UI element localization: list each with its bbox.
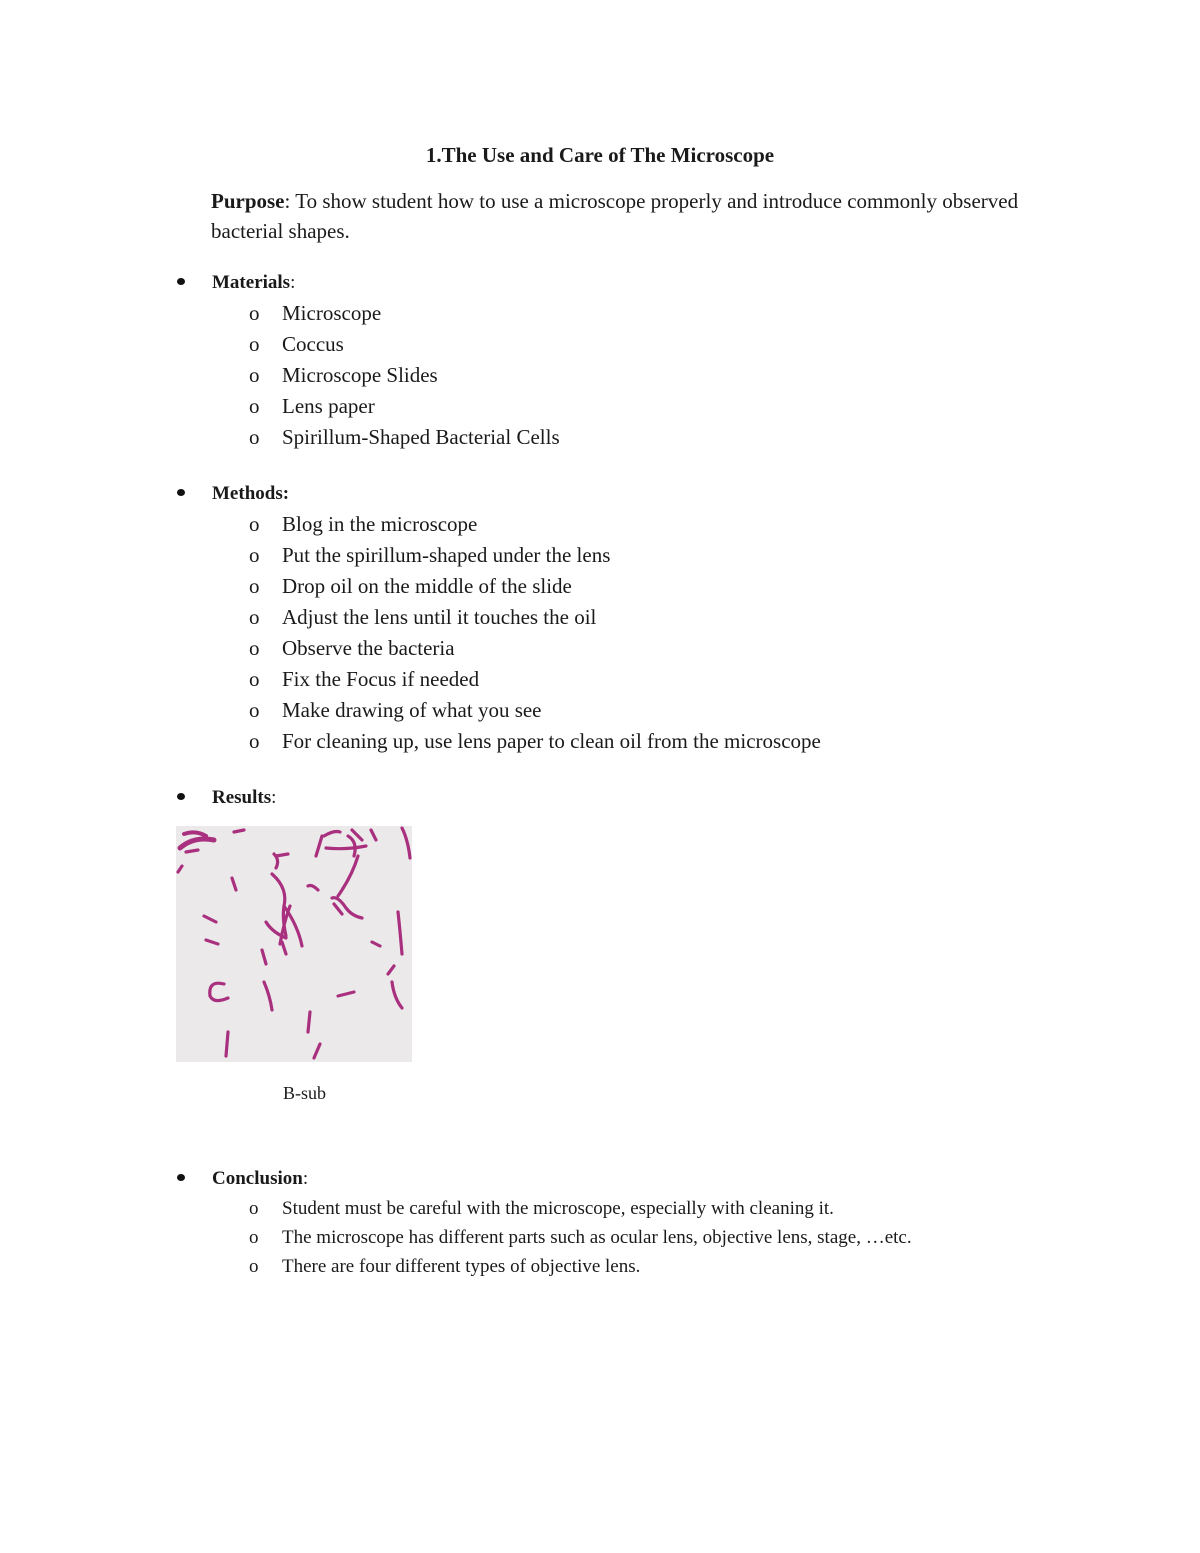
bullet-icon: [177, 1174, 185, 1181]
circle-bullet-icon: o: [249, 363, 260, 387]
purpose-paragraph: [211, 186, 1041, 246]
list-item: o Blog in the microscope: [175, 509, 1075, 540]
conclusion-label: Conclusion: [212, 1168, 303, 1189]
list-item: o Observe the bacteria: [175, 633, 1075, 664]
list-item: o Make drawing of what you see: [175, 695, 1075, 726]
methods-heading: [175, 479, 1075, 509]
circle-bullet-icon: o: [249, 1256, 259, 1277]
list-item: o For cleaning up, use lens paper to clean oil from the microscope: [175, 726, 1075, 757]
results-section: [175, 783, 1075, 813]
methods-section: [175, 479, 1075, 757]
conclusion-section: [175, 1164, 1075, 1281]
list-item: o Lens paper: [175, 391, 1075, 422]
list-item: o There are four different types of objective lens.: [175, 1252, 1075, 1281]
circle-bullet-icon: o: [249, 512, 260, 536]
circle-bullet-icon: o: [249, 574, 260, 598]
results-label: Results: [212, 787, 272, 808]
list-item: o Drop oil on the middle of the slide: [175, 571, 1075, 602]
circle-bullet-icon: o: [249, 394, 260, 418]
circle-bullet-icon: o: [249, 605, 260, 629]
list-item: o Adjust the lens until it touches the oil: [175, 602, 1075, 633]
materials-colon: :: [290, 272, 296, 293]
bullet-icon: [177, 278, 185, 285]
bacteria-micrograph: [176, 826, 412, 1062]
list-item: o Microscope Slides: [175, 360, 1075, 391]
materials-section: [175, 268, 1075, 453]
conclusion-heading: [175, 1164, 1075, 1194]
results-heading: [175, 783, 1075, 813]
materials-list: [175, 298, 1075, 453]
page-title: 1.The Use and Care of The Microscope: [425, 143, 775, 167]
list-item: o Put the spirillum-shaped under the lens: [175, 540, 1075, 571]
figure-caption: B-sub: [283, 1083, 327, 1103]
circle-bullet-icon: o: [249, 543, 260, 567]
circle-bullet-icon: o: [249, 1198, 259, 1219]
circle-bullet-icon: o: [249, 332, 260, 356]
list-item: o Microscope: [175, 298, 1075, 329]
bullet-icon: [177, 489, 185, 496]
purpose-label: Purpose: [211, 189, 285, 213]
list-item: o The microscope has different parts such as ocular lens, objective lens, stage, …etc.: [175, 1223, 1075, 1252]
circle-bullet-icon: o: [249, 667, 260, 691]
circle-bullet-icon: o: [249, 425, 260, 449]
circle-bullet-icon: o: [249, 729, 260, 753]
materials-label: Materials: [212, 272, 291, 293]
list-item: o Coccus: [175, 329, 1075, 360]
list-item: o Spirillum-Shaped Bacterial Cells: [175, 422, 1075, 453]
conclusion-colon: :: [302, 1168, 309, 1189]
list-item: o Fix the Focus if needed: [175, 664, 1075, 695]
results-colon: :: [271, 787, 277, 808]
methods-label: Methods:: [212, 483, 290, 504]
microscope-image: [176, 826, 412, 1062]
conclusion-list: [175, 1194, 1075, 1281]
circle-bullet-icon: o: [249, 698, 260, 722]
materials-heading: [175, 268, 1075, 298]
circle-bullet-icon: o: [249, 636, 260, 660]
circle-bullet-icon: o: [249, 301, 260, 325]
list-item: o Student must be careful with the microscope, especially with cleaning it.: [175, 1194, 1075, 1223]
bullet-icon: [177, 793, 185, 800]
circle-bullet-icon: o: [249, 1227, 259, 1248]
purpose-text: : To show student how to use a microscope properly and introduce commonly observed bacterial shapes.: [211, 189, 1019, 243]
methods-list: [175, 509, 1075, 757]
